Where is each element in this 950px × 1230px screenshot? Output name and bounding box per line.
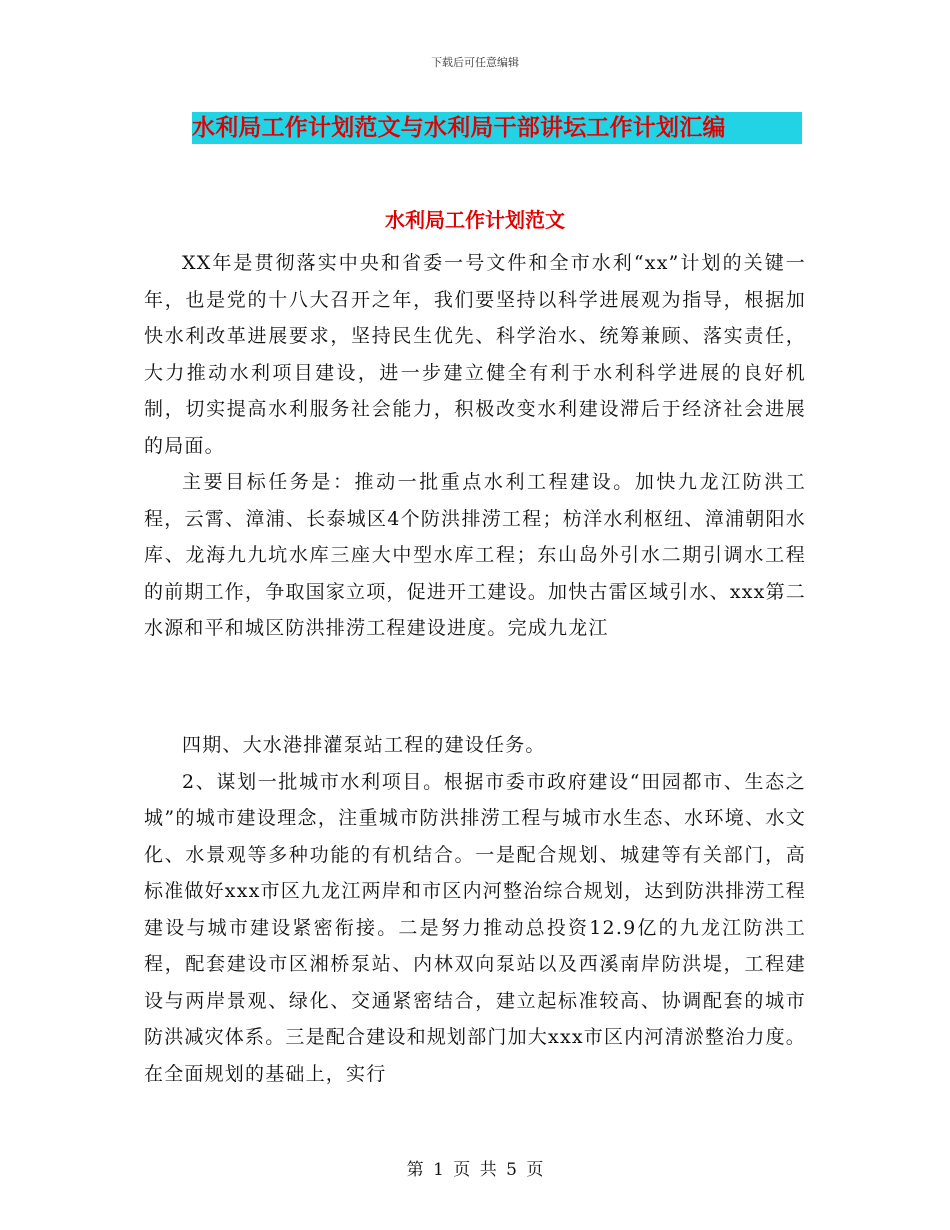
- paragraph: 主要目标任务是：推动一批重点水利工程建设。加快九龙江防洪工程，云霄、漳浦、长泰城区4个防洪排涝工程；枋洋水利枢纽、漳浦朝阳水库、龙海九九坑水库三座大中型水库工程；东山岛外引水二期引调水工程的前期工作，争取国家立项，促进开工建设。加快古雷区域引水、xxx第二水源和平和城区防洪排涝工程建设进度。完成九龙江: [144, 471, 806, 639]
- header-note: 下载后可任意编辑: [431, 56, 519, 69]
- body-text-block-2: [144, 727, 806, 1092]
- page-footer: 第 1 页 共 5 页: [406, 1160, 544, 1180]
- body-text-block-1: [144, 245, 806, 647]
- paragraph: 2、谋划一批城市水利项目。根据市委市政府建设“田园都市、生态之城”的城市建设理念，注重城市防洪排涝工程与城市水生态、水环境、水文化、水景观等多种功能的有机结合。一是配合规划、城建等有关部门，高标准做好xxx市区九龙江两岸和市区内河整治综合规划，达到防洪排涝工程建设与城市建设紧密衔接。二是努力推动总投资12.9亿的九龙江防洪工程，配套建设市区湘桥泵站、内林双向泵站以及西溪南岸防洪堤，工程建设与两岸景观、绿化、交通紧密结合，建立起标准较高、协调配套的城市防洪减灾体系。三是配合建设和规划部门加大xxx市区内河清淤整治力度。在全面规划的基础上，实行: [144, 770, 806, 1085]
- section-title: 水利局工作计划范文: [385, 208, 565, 232]
- document-title: 水利局工作计划范文与水利局干部讲坛工作计划汇编: [192, 112, 802, 144]
- paragraph: XX年是贯彻落实中央和省委一号文件和全市水利“xx”计划的关键一年，也是党的十八大召开之年，我们要坚持以科学进展观为指导，根据加快水利改革进展要求，坚持民生优先、科学治水、统筹兼顾、落实责任，大力推动水利项目建设，进一步建立健全有利于水利科学进展的良好机制，切实提高水利服务社会能力，积极改变水利建设滞后于经济社会进展的局面。: [144, 252, 806, 457]
- paragraph: 四期、大水港排灌泵站工程的建设任务。: [182, 734, 546, 756]
